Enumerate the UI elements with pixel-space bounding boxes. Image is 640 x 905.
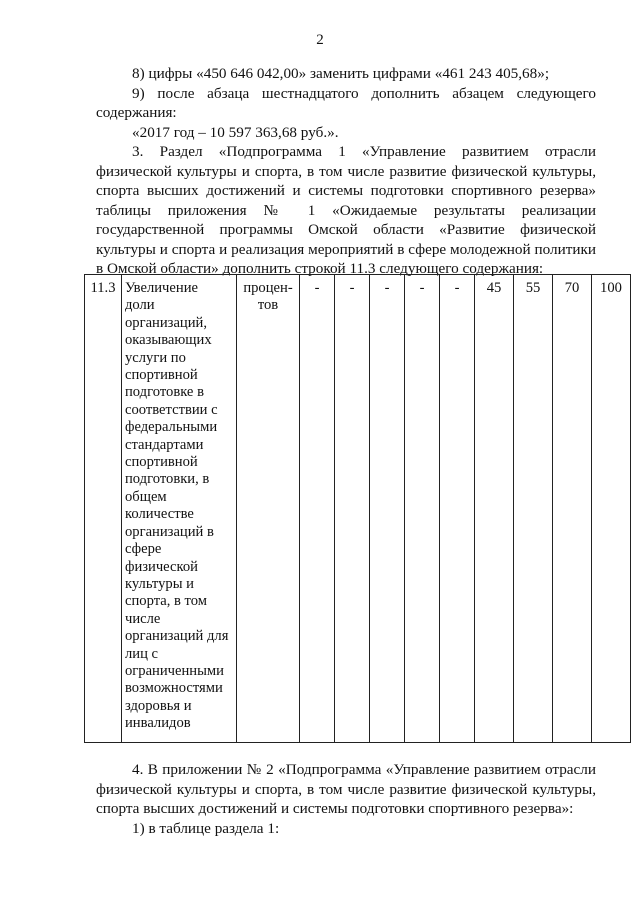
paragraph-section-4: 4. В приложении № 2 «Подпрограмма «Управление развитием отрасли физической культуры и спорта, в том числе развитие физической культуры, спорта высших достижений и системы подготовки спортивного резерва»: — [96, 761, 596, 817]
indicator-name: Увеличение доли организаций, оказывающих услуги по спортивной подготовке в соответствии с федеральными стандартами спортивной подготовки, в общем количестве организаций в сфере физической культуры и спорта, в том числе организаций для лиц с ограниченными возможностями здоровья и инвалидов — [122, 275, 237, 743]
value-cell: - — [335, 275, 370, 743]
unit-of-measure: процен- тов — [237, 275, 300, 743]
value-cell: - — [300, 275, 335, 743]
value-cell: 100 — [592, 275, 631, 743]
paragraph-section-3: 3. Раздел «Подпрограмма 1 «Управление развитием отрасли физической культуры и спорта, в том числе развитие физической культуры, спорта высших достижений и системы подготовки спортивного резерва» таблицы приложения № 1 «Ожидаемые результаты реализации государственной программы Омской области «Развитие физической культуры и спорта и реализация мероприятий в сфере молодежной политики в Омской области» дополнить строкой 11.3 следующего содержания: — [96, 143, 596, 277]
indicator-table — [84, 274, 631, 743]
paragraph-item-8: 8) цифры «450 646 042,00» заменить цифрами «461 243 405,68»; — [132, 65, 550, 82]
value-cell: - — [405, 275, 440, 743]
page-number: 2 — [316, 32, 324, 48]
table-row — [85, 275, 631, 743]
amendments-top — [96, 64, 596, 279]
value-cell: 55 — [514, 275, 553, 743]
value-cell: - — [440, 275, 475, 743]
paragraph-item-9: 9) после абзаца шестнадцатого дополнить абзацем следующего содержания: — [96, 84, 596, 121]
paragraph-2017-amount: «2017 год – 10 597 363,68 руб.». — [132, 123, 339, 141]
paragraph-subitem-1: 1) в таблице раздела 1: — [132, 819, 280, 837]
value-cell: 70 — [553, 275, 592, 743]
value-cell: 45 — [475, 275, 514, 743]
amendments-bottom — [96, 760, 596, 838]
row-number: 11.3 — [85, 275, 122, 743]
value-cell: - — [370, 275, 405, 743]
